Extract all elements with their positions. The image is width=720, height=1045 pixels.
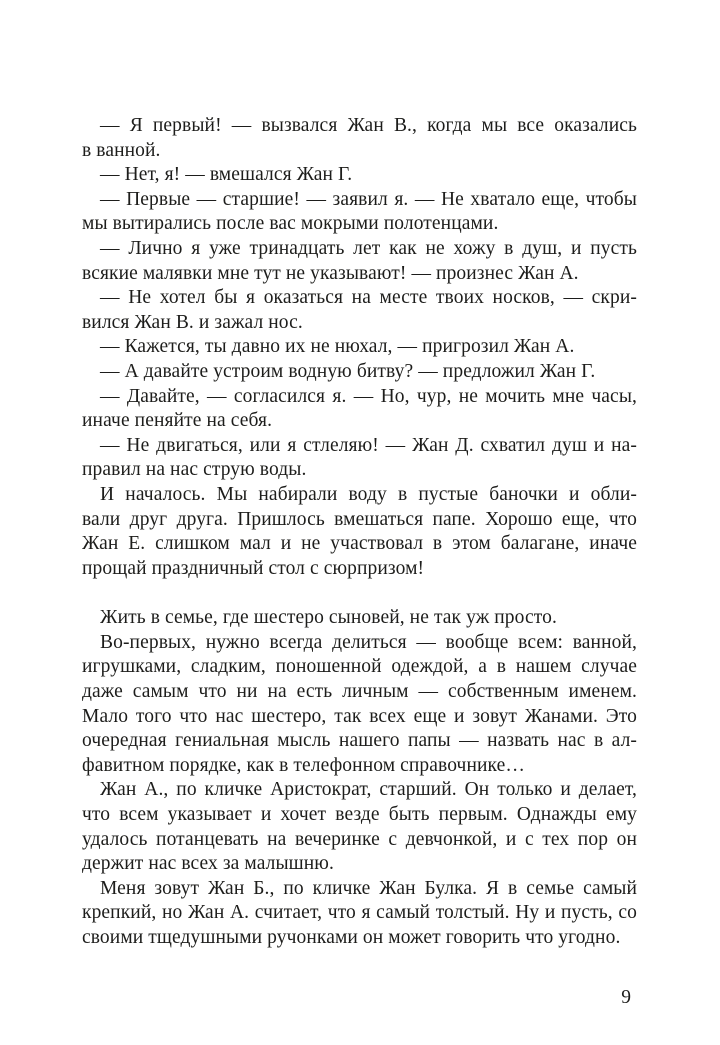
text-line: — А давайте устроим водную битву? — предложил Жан Г. (100, 360, 596, 382)
paragraph (82, 606, 637, 631)
paragraph (82, 360, 637, 385)
paragraph (82, 286, 637, 335)
text-line: Жан Е. слишком мал и не участвовал в этом балагане, иначе (82, 533, 637, 555)
text-line: мы вытирались после вас мокрыми полотенцами. (82, 213, 499, 235)
text-line: Жить в семье, где шестеро сыновей, не так уж просто. (100, 607, 557, 629)
paragraph (82, 778, 637, 876)
paragraph (82, 237, 637, 286)
text-line: очередная гениальная мысль нашего папы — назвать нас в ал- (82, 730, 637, 752)
text-line: Меня зовут Жан Б., по кличке Жан Булка. Я в семье самый (100, 877, 637, 899)
text-line: — Лично я уже тринадцать лет как не хожу в душ, и пусть (100, 237, 637, 259)
text-line: — Кажется, ты давно их не нюхал, — пригрозил Жан А. (100, 336, 575, 358)
text-line: — Не двигаться, или я стлеляю! — Жан Д. схватил душ и на- (100, 434, 637, 456)
text-line: всякие малявки мне тут не указывают! — произнес Жан А. (82, 262, 579, 284)
paragraph (82, 483, 637, 581)
text-line: Жан А., по кличке Аристократ, старший. Он только и делает, (100, 779, 637, 801)
text-line: — Я первый! — вызвался Жан В., когда мы все оказались (100, 115, 637, 136)
paragraph (82, 114, 637, 163)
paragraph (82, 188, 637, 237)
text-line: фавитном порядке, как в телефонном справочнике… (82, 754, 525, 776)
text-line: игрушками, сладким, поношенной одеждой, а в нашем случае (82, 656, 637, 678)
text-line: — Первые — старшие! — заявил я. — Не хватало еще, чтобы (100, 188, 637, 210)
paragraph (82, 385, 637, 434)
text-line: — Не хотел бы я оказаться на месте твоих носков, — скри- (100, 287, 637, 309)
paragraph (82, 163, 637, 188)
text-line: иначе пеняйте на себя. (82, 410, 273, 432)
text-line: вился Жан В. и зажал нос. (82, 311, 303, 333)
text-line: Во-первых, нужно всегда делиться — вообще всем: ванной, (100, 631, 637, 653)
text-line: своими тщедушными ручонками он может говорить что угодно. (82, 927, 621, 948)
text-line: держит нас всех за малышню. (82, 853, 334, 875)
paragraph (82, 434, 637, 483)
text-line: прощай праздничный стол с сюрпризом! (82, 557, 425, 579)
text-block (82, 114, 637, 951)
text-line: вали друг друга. Пришлось вмешаться папе. Хорошо еще, что (82, 508, 637, 530)
paragraph (82, 631, 637, 779)
text-line: правил на нас струю воды. (82, 459, 307, 481)
text-line: крепкий, но Жан А. считает, что я самый толстый. Ну и пусть, со (82, 902, 637, 924)
paragraph (82, 877, 637, 951)
text-line: удалось потанцевать на вечеринке с девчонкой, и с тех пор он (82, 828, 637, 850)
text-line: что всем указывает и хочет везде быть первым. Однажды ему (82, 804, 637, 826)
text-line: даже самым что ни на есть личным — собственным именем. (82, 681, 637, 703)
text-line: в ванной. (82, 139, 161, 161)
page-number: 9 (621, 987, 631, 1008)
paragraph (82, 335, 637, 360)
text-line: — Давайте, — согласился я. — Но, чур, не мочить мне часы, (100, 385, 637, 407)
text-line: — Нет, я! — вмешался Жан Г. (100, 164, 353, 186)
text-line: Мало того что нас шестеро, так всех еще и зовут Жанами. Это (82, 705, 637, 727)
text-line: И началось. Мы набирали воду в пустые баночки и обли- (100, 483, 637, 505)
